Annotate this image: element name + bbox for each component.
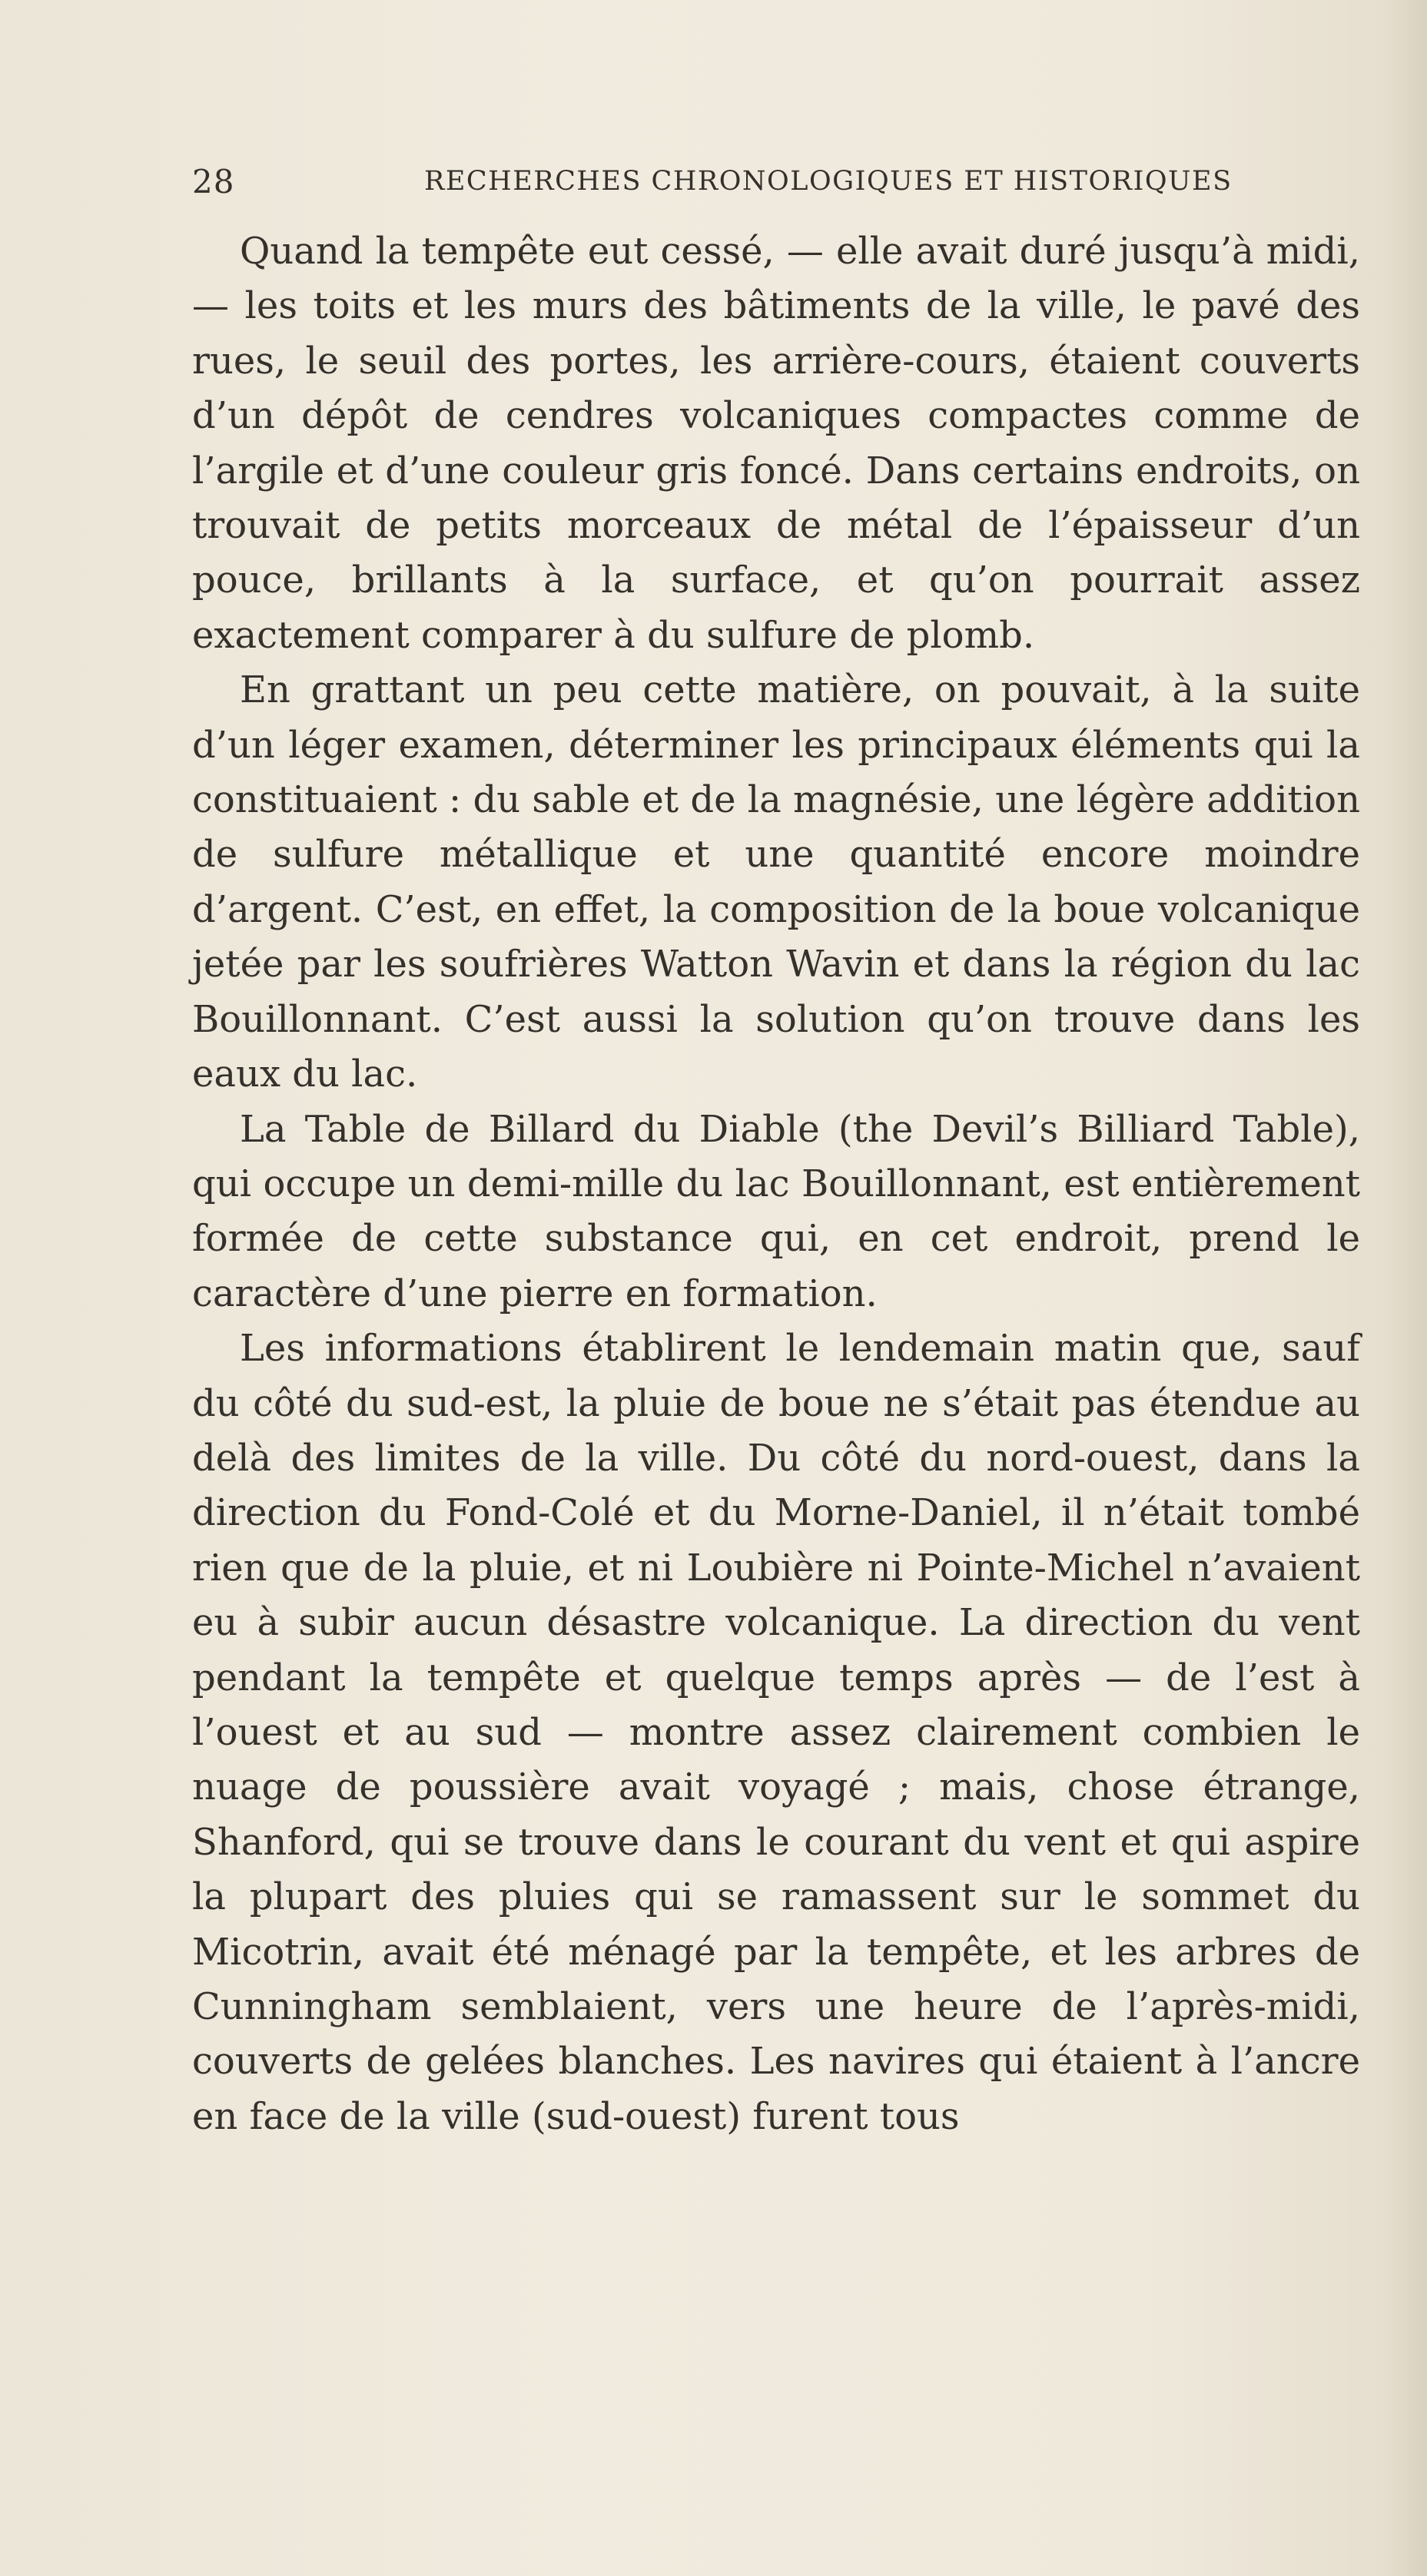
body-text: [192, 224, 1360, 2144]
paragraph: La Table de Billard du Diable (the Devil’s Billiard Table), qui occupe un demi-mille du lac Bouillonnant, est entièrement formée de cette substance qui, en cet endroit, prend le caractère d’une pierre en formation.: [192, 1107, 1360, 1315]
paragraph: Quand la tempête eut cessé, — elle avait duré jusqu’à midi, — les toits et les murs des bâtiments de la ville, le pavé des rues, le seuil des portes, les arrière-cours, étaient couverts d’un dépôt de cendres volcaniques compactes comme de l’argile et d’une couleur gris foncé. Dans certains endroits, on trouvait de petits morceaux de métal de l’épaisseur d’un pouce, brillants à la surface, et qu’on pourrait assez exactement comparer à du sulfure de plomb.: [192, 230, 1360, 657]
paragraph: En grattant un peu cette matière, on pouvait, à la suite d’un léger examen, déterminer les principaux éléments qui la constituaient : du sable et de la magnésie, une légère addition de sulfure métallique et une quantité encore moindre d’argent. C’est, en effet, la composition de la boue volcanique jetée par les soufrières Watton Wavin et dans la région du lac Bouillonnant. C’est aussi la solution qu’on trouve dans les eaux du lac.: [192, 668, 1360, 1096]
paragraph: Les informations établirent le lendemain matin que, sauf du côté du sud-est, la pluie de boue ne s’était pas étendue au delà des limites de la ville. Du côté du nord-ouest, dans la direction du Fond-Colé et du Morne-Daniel, il n’était tombé rien que de la pluie, et ni Loubière ni Pointe-Michel n’avaient eu à subir aucun désastre volcanique. La direction du vent pendant la tempête et quelque temps après — de l’est à l’ouest et au sud — montre assez clairement combien le nuage de poussière avait voyagé ; mais, chose étrange, Shanford, qui se trouve dans le courant du vent et qui aspire la plupart des pluies qui se ramassent sur le sommet du Micotrin, avait été ménagé par la tempête, et les arbres de Cunningham semblaient, vers une heure de l’après-midi, couverts de gelées blanches. Les navires qui étaient à l’ancre en face de la ville (sud-ouest) furent tous: [192, 1327, 1360, 2138]
page-number: 28: [192, 163, 235, 201]
page-header: [192, 163, 1233, 209]
running-title: RECHERCHES CHRONOLOGIQUES ET HISTORIQUES: [424, 166, 1233, 197]
